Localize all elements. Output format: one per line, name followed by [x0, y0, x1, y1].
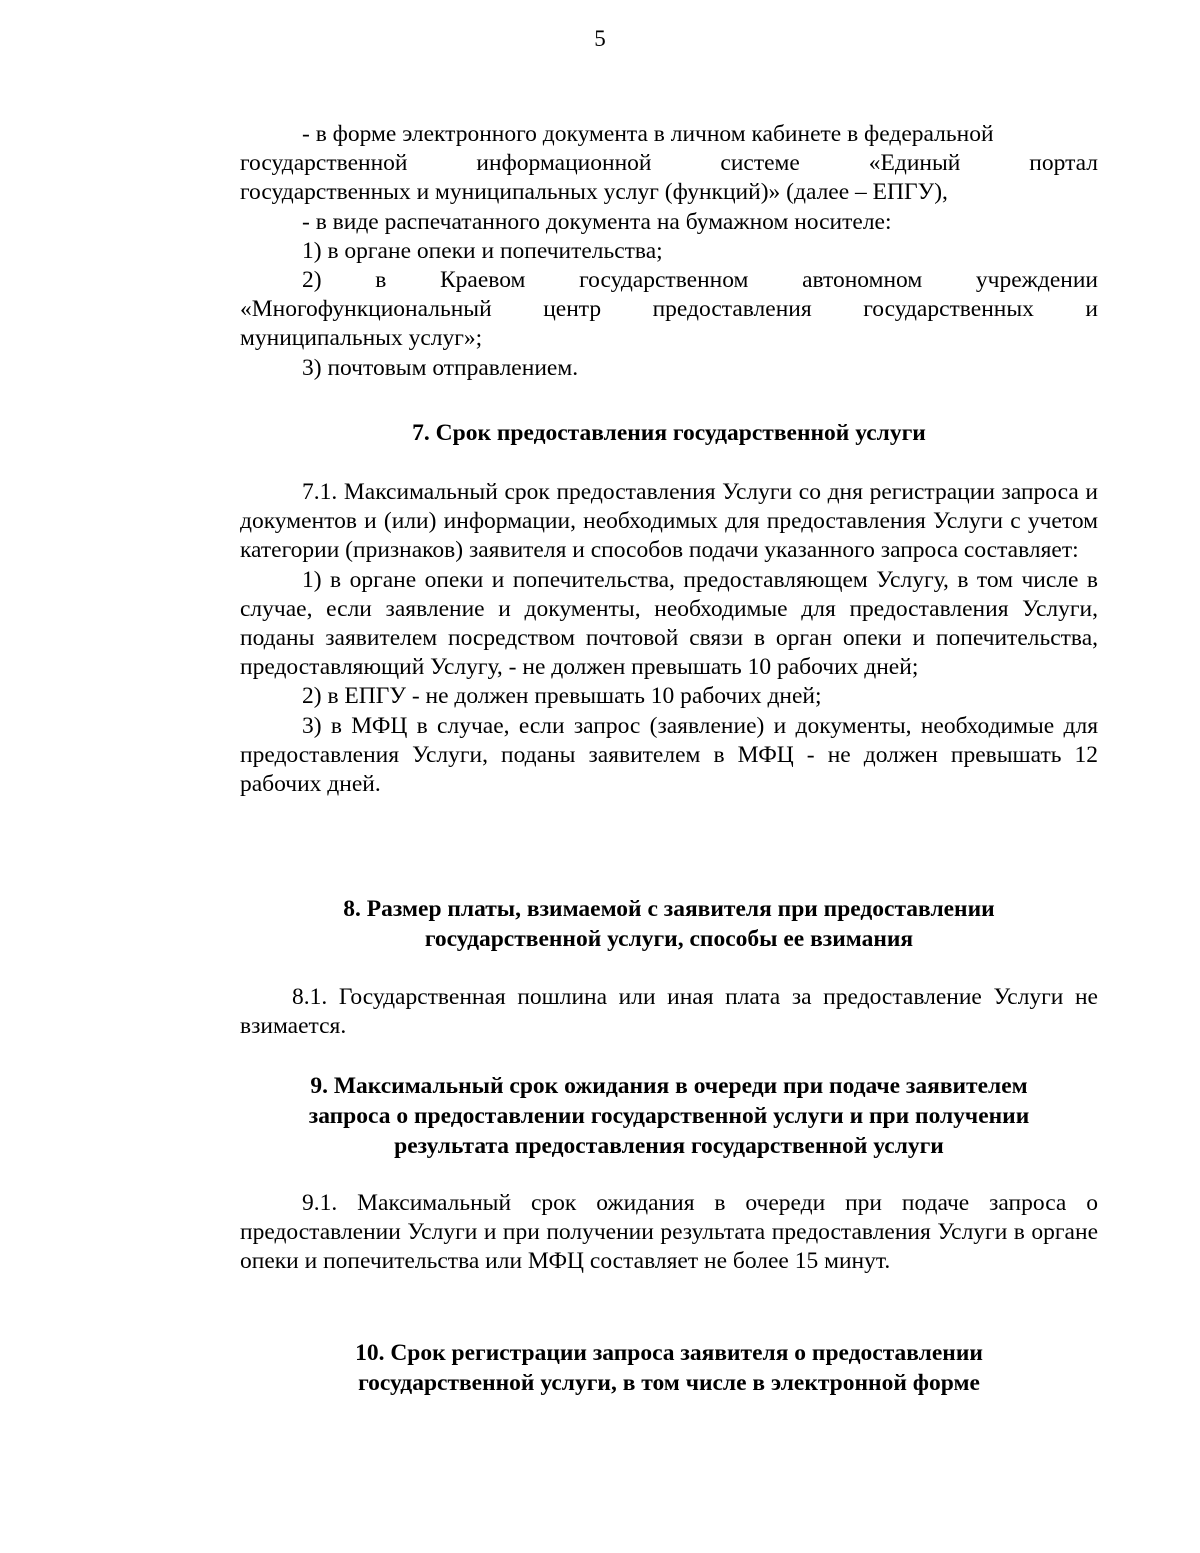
section-9-body — [240, 1189, 1098, 1277]
text-line: государственной информационной системе «Единый портал — [240, 150, 1098, 177]
text-line: муниципальных услуг»; — [240, 325, 483, 352]
section-7-body — [240, 478, 1098, 799]
heading-line: результата предоставления государственной услуги — [394, 1133, 944, 1159]
section-8-heading — [240, 894, 1098, 954]
section-10-heading — [240, 1338, 1098, 1398]
paragraph: 8.1. Государственная пошлина или иная плата за предоставление Услуги не взимается. — [240, 984, 1098, 1040]
paragraph: 1) в органе опеки и попечительства, предоставляющем Услугу, в том числе в случае, если заявление и документы, необходимые для предоставления Услуги, поданы заявителем посредством почтовой связи в орган опеки и попечительства, предоставляющий Услугу, - не должен превышать 10 рабочих дней; — [240, 566, 1098, 681]
text-line: - в виде распечатанного документа на бумажном носителе: — [302, 208, 892, 235]
section-7-heading — [240, 418, 1098, 448]
heading-line: государственной услуги, в том числе в электронной форме — [358, 1370, 980, 1396]
text-line: государственных и муниципальных услуг (функций)» (далее – ЕПГУ), — [240, 179, 948, 206]
heading-line: 8. Размер платы, взимаемой с заявителя при предоставлении — [343, 896, 995, 922]
heading-line: 7. Срок предоставления государственной услуги — [412, 420, 926, 446]
section-9-heading — [240, 1071, 1098, 1161]
text-line: 1) в органе опеки и попечительства; — [302, 237, 663, 264]
paragraph: 3) в МФЦ в случае, если запрос (заявление) и документы, необходимые для предоставления Услуги, поданы заявителем в МФЦ - не должен превышать 12 рабочих дней. — [240, 712, 1098, 798]
paragraph: 7.1. Максимальный срок предоставления Услуги со дня регистрации запроса и документов и (или) информации, необходимых для предоставления Услуги с учетом категории (признаков) заявителя и способов подачи указанного запроса составляет: — [240, 479, 1098, 564]
text-line: «Многофункциональный центр предоставления государственных и — [240, 296, 1098, 323]
text-line: 2) в Краевом государственном автономном учреждении — [302, 267, 1098, 294]
heading-line: 9. Максимальный срок ожидания в очереди при подаче заявителем — [310, 1073, 1028, 1099]
section-8-body — [240, 983, 1098, 1041]
paragraph: 9.1. Максимальный срок ожидания в очереди при подаче запроса о предоставлении Услуги и при получении результата предоставления Услуги в органе опеки и попечительства или МФЦ составляет не более 15 минут. — [240, 1190, 1098, 1275]
text-line: 3) почтовым отправлением. — [302, 354, 579, 381]
paragraph: 2) в ЕПГУ - не должен превышать 10 рабочих дней; — [302, 683, 822, 710]
heading-line: государственной услуги, способы ее взимания — [424, 926, 914, 952]
page-number: 5 — [594, 26, 606, 51]
delivery-methods-block — [240, 120, 1098, 383]
heading-line: 10. Срок регистрации запроса заявителя о предоставлении — [355, 1340, 983, 1366]
text-line: - в форме электронного документа в личном кабинете в федеральной — [302, 121, 994, 147]
heading-line: запроса о предоставлении государственной услуги и при получении — [308, 1103, 1030, 1129]
